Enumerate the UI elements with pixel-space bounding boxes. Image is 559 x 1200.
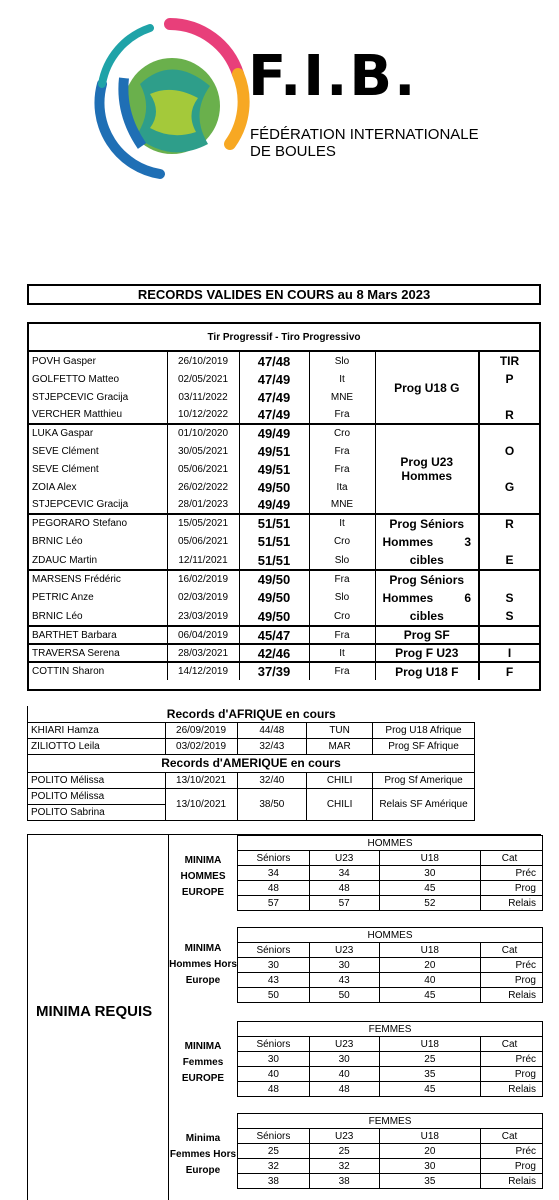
minima-value: Relais [481, 1174, 543, 1189]
category-line: Prog Séniors [389, 517, 465, 531]
record-score: 49/50 [239, 478, 309, 496]
minima-section [27, 834, 541, 1200]
minima-value: 57 [238, 896, 310, 911]
minima-value: 57 [309, 896, 379, 911]
side-letter [479, 626, 539, 644]
record-country: It [309, 644, 375, 662]
record-name: ZOIA Alex [32, 481, 77, 493]
category-line: Prog Séniors [389, 573, 465, 587]
minima-row [238, 1052, 543, 1067]
minima-value: 34 [238, 866, 310, 881]
record-score: 37/39 [239, 662, 309, 680]
record-category: Prog SF Afrique [373, 738, 475, 754]
record-date: 03/11/2022 [167, 388, 239, 406]
minima-label-line: Femmes Hors [169, 1149, 237, 1160]
minima-value: 48 [238, 881, 310, 896]
record-country: Fra [309, 406, 375, 424]
minima-col-header: Cat [481, 1129, 543, 1144]
record-name: POLITO Sabrina [28, 804, 166, 820]
minima-value: 45 [379, 881, 481, 896]
minima-value: 48 [309, 1082, 379, 1097]
record-row [29, 662, 539, 680]
category-line: Prog F U23 [395, 646, 459, 660]
afrique-title: Records d'AFRIQUE en cours [28, 706, 475, 722]
category-line: Prog U18 F [395, 664, 459, 679]
record-row [29, 424, 539, 442]
minima-value: 43 [309, 973, 379, 988]
record-name: LUKA Gaspar [29, 424, 167, 442]
minima-value: 40 [379, 973, 481, 988]
minima-blocks [168, 835, 542, 1200]
record-country: It [309, 370, 375, 388]
record-name: POLITO Mélissa [28, 772, 166, 788]
minima-label-line: Minima [185, 1133, 221, 1144]
fib-logo [90, 14, 490, 184]
minima-label-line: Europe [185, 975, 221, 986]
record-name: MARSENS Frédéric [29, 570, 167, 589]
record-date: 05/06/2021 [167, 533, 239, 552]
minima-label [169, 1131, 237, 1179]
minima-value: Relais [481, 1082, 543, 1097]
afrique-row [28, 738, 475, 754]
record-score: 51/51 [239, 514, 309, 533]
minima-label-line: Europe [185, 1165, 221, 1176]
minima-value: Relais [481, 896, 543, 911]
record-name: BRNIC Léo [32, 610, 83, 622]
minima-value: 43 [238, 973, 310, 988]
minima-label-line: MINIMA [184, 1041, 222, 1052]
minima-title: MINIMA REQUIS [36, 1003, 153, 1020]
minima-value: 20 [379, 1144, 481, 1159]
category-line: Prog U18 G [394, 380, 460, 395]
minima-header: HOMMES [238, 836, 543, 851]
record-score: 49/49 [239, 424, 309, 442]
amerique-row [28, 788, 475, 804]
minima-block [169, 835, 543, 915]
minima-value: 48 [238, 1082, 310, 1097]
record-score: 32/43 [237, 738, 307, 754]
side-letter: R [479, 514, 539, 533]
record-score: 45/47 [239, 626, 309, 644]
minima-col-header: U18 [379, 851, 481, 866]
record-score: 49/50 [239, 570, 309, 589]
record-score: 49/50 [239, 589, 309, 608]
minima-row [238, 1174, 543, 1189]
minima-value: 40 [238, 1067, 310, 1082]
minima-value: 48 [309, 881, 379, 896]
record-country: Slo [309, 589, 375, 608]
record-score: 47/49 [239, 388, 309, 406]
minima-header: FEMMES [238, 1114, 543, 1129]
record-date: 26/09/2019 [165, 722, 237, 738]
record-name: COTTIN Sharon [29, 662, 167, 680]
record-country: CHILI [307, 772, 373, 788]
record-score: 42/46 [239, 644, 309, 662]
side-letter: F [479, 662, 539, 680]
record-country: Fra [309, 460, 375, 478]
minima-col-header: U23 [309, 1037, 379, 1052]
record-date: 30/05/2021 [167, 442, 239, 460]
record-score: 47/48 [239, 352, 309, 370]
record-score: 47/49 [239, 370, 309, 388]
amerique-row [28, 772, 475, 788]
minima-col-header: Cat [481, 943, 543, 958]
record-row [29, 514, 539, 533]
minima-value: Prog [481, 1067, 543, 1082]
minima-value: 40 [309, 1067, 379, 1082]
minima-col-header: Séniors [238, 943, 310, 958]
minima-col-header: U18 [379, 1037, 481, 1052]
minima-row [238, 1067, 543, 1082]
record-country: Fra [309, 442, 375, 460]
minima-label-line: MINIMA [184, 855, 222, 866]
minima-value: 30 [238, 1052, 310, 1067]
record-category: Prog U18 Afrique [373, 722, 475, 738]
minima-col-header: Séniors [238, 1129, 310, 1144]
minima-value: 50 [238, 988, 310, 1003]
minima-value: Préc [481, 1052, 543, 1067]
category-line: cibles [409, 609, 444, 623]
minima-table [237, 1113, 543, 1189]
record-country: Ita [309, 478, 375, 496]
minima-table [237, 1021, 543, 1097]
minima-block [169, 927, 543, 1007]
continental-records [27, 706, 477, 821]
record-date: 23/03/2019 [167, 607, 239, 626]
minima-col-header: U18 [379, 1129, 481, 1144]
minima-value: 30 [238, 958, 310, 973]
minima-col-header: U23 [309, 943, 379, 958]
minima-label-line: Hommes Hors [169, 959, 237, 970]
record-date: 13/10/2021 [165, 788, 237, 820]
record-date: 06/04/2019 [167, 626, 239, 644]
record-country: Fra [309, 570, 375, 589]
tir-progressif-table [27, 322, 541, 691]
side-letter [479, 570, 539, 589]
record-country: MAR [307, 738, 373, 754]
category-line: 3 [464, 535, 471, 549]
records-table [29, 352, 539, 680]
minima-value: Préc [481, 866, 543, 881]
record-category [375, 662, 479, 680]
side-letter [479, 388, 539, 406]
minima-row [238, 1159, 543, 1174]
record-date: 13/10/2021 [165, 772, 237, 788]
side-letter: S [505, 590, 514, 605]
fib-letters: F.I.B. [248, 44, 418, 109]
record-category: Prog Sf Amerique [373, 772, 475, 788]
minima-value: 32 [309, 1159, 379, 1174]
record-category [375, 570, 479, 626]
record-name: POLITO Mélissa [28, 788, 166, 804]
minima-value: Préc [481, 1144, 543, 1159]
record-date: 15/05/2021 [167, 514, 239, 533]
category-line: Hommes [382, 535, 434, 549]
minima-block [169, 1021, 543, 1101]
category-line: Prog SF [403, 628, 450, 642]
record-name: TRAVERSA Serena [29, 644, 167, 662]
minima-value: 38 [238, 1174, 310, 1189]
record-date: 05/06/2021 [167, 460, 239, 478]
record-name: BARTHET Barbara [29, 626, 167, 644]
side-letter [479, 533, 539, 552]
side-letter: R [505, 407, 514, 422]
minima-col-header: U23 [309, 851, 379, 866]
record-score: 49/51 [239, 442, 309, 460]
minima-col-header: Séniors [238, 851, 310, 866]
minima-value: 30 [309, 958, 379, 973]
minima-value: Relais [481, 988, 543, 1003]
side-letter: TIR [499, 354, 520, 368]
record-country: Cro [309, 424, 375, 442]
minima-value: 25 [238, 1144, 310, 1159]
minima-value: 35 [379, 1174, 481, 1189]
record-name: SEVE Clément [32, 445, 99, 457]
minima-table [237, 927, 543, 1003]
record-name: STJEPCEVIC Gracija [32, 499, 129, 510]
main-title: RECORDS VALIDES EN COURS au 8 Mars 2023 [137, 287, 431, 302]
record-category [375, 424, 479, 514]
minima-label-line: Femmes [182, 1057, 224, 1068]
record-score: 49/50 [239, 607, 309, 626]
minima-row [238, 1082, 543, 1097]
main-title-box [27, 284, 541, 305]
record-score: 47/49 [239, 406, 309, 424]
record-country: It [309, 514, 375, 533]
minima-value: 34 [309, 866, 379, 881]
fib-subtitle-line2: DE BOULES [250, 143, 336, 160]
record-category [375, 626, 479, 644]
minima-label [169, 1039, 237, 1087]
record-name: VERCHER Matthieu [32, 409, 123, 420]
minima-header: FEMMES [238, 1022, 543, 1037]
minima-row [238, 958, 543, 973]
record-date: 14/12/2019 [167, 662, 239, 680]
side-letter: I [479, 644, 539, 662]
record-date: 26/10/2019 [167, 352, 239, 370]
minima-row [238, 866, 543, 881]
minima-value: 20 [379, 958, 481, 973]
record-country: MNE [309, 388, 375, 406]
record-date: 26/02/2022 [167, 478, 239, 496]
category-line: Hommes [401, 469, 453, 483]
minima-header: HOMMES [238, 928, 543, 943]
record-date: 12/11/2021 [167, 551, 239, 570]
minima-value: Préc [481, 958, 543, 973]
record-name: ZDAUC Martin [32, 554, 98, 566]
minima-col-header: Séniors [238, 1037, 310, 1052]
side-letter [479, 496, 539, 514]
record-name: PETRIC Anze [32, 592, 94, 604]
record-date: 02/05/2021 [167, 370, 239, 388]
minima-value: Prog [481, 881, 543, 896]
minima-label [169, 853, 237, 901]
record-row [29, 352, 539, 370]
record-country: Slo [309, 551, 375, 570]
minima-value: 30 [379, 866, 481, 881]
minima-table [237, 835, 543, 911]
minima-value: 25 [379, 1052, 481, 1067]
side-letter: O [504, 444, 515, 458]
minima-value: 38 [309, 1174, 379, 1189]
record-date: 03/02/2019 [165, 738, 237, 754]
minima-label-line: EUROPE [181, 1073, 225, 1084]
minima-row [238, 1144, 543, 1159]
record-name: PEGORARO Stefano [29, 514, 167, 533]
record-country: Cro [309, 533, 375, 552]
minima-value: Prog [481, 973, 543, 988]
record-date: 28/01/2023 [167, 496, 239, 514]
minima-value: 35 [379, 1067, 481, 1082]
record-row [29, 626, 539, 644]
minima-row [238, 896, 543, 911]
record-category [375, 352, 479, 424]
afrique-row [28, 722, 475, 738]
minima-value: Prog [481, 1159, 543, 1174]
record-row [29, 644, 539, 662]
record-category [375, 644, 479, 662]
record-country: CHILI [307, 788, 373, 820]
record-name: KHIARI Hamza [28, 722, 166, 738]
record-score: 51/51 [239, 551, 309, 570]
minima-label-line: EUROPE [181, 887, 225, 898]
minima-value: 45 [379, 1082, 481, 1097]
category-line: cibles [409, 553, 444, 567]
minima-row [238, 881, 543, 896]
minima-col-header: U18 [379, 943, 481, 958]
record-name: BRNIC Léo [32, 536, 83, 548]
record-score: 49/49 [239, 496, 309, 514]
side-letter: E [505, 553, 514, 568]
side-letter: P [505, 372, 514, 386]
record-country: Cro [309, 607, 375, 626]
minima-row [238, 973, 543, 988]
amerique-title: Records d'AMERIQUE en cours [28, 754, 475, 772]
record-date: 28/03/2021 [167, 644, 239, 662]
record-country: TUN [307, 722, 373, 738]
record-country: Fra [309, 662, 375, 680]
minima-col-header: U23 [309, 1129, 379, 1144]
record-score: 32/40 [237, 772, 307, 788]
record-score: 49/51 [239, 460, 309, 478]
minima-value: 52 [379, 896, 481, 911]
minima-block [169, 1113, 543, 1193]
record-name: ZILIOTTO Leila [28, 738, 166, 754]
tir-title: Tir Progressif - Tiro Progressivo [29, 324, 539, 352]
record-country: Fra [309, 626, 375, 644]
category-line: Prog U23 [400, 455, 454, 469]
category-line: 6 [464, 591, 471, 605]
minima-value: 50 [309, 988, 379, 1003]
record-score: 38/50 [237, 788, 307, 820]
minima-value: 25 [309, 1144, 379, 1159]
boules-emblem-icon [90, 14, 250, 184]
record-category [375, 514, 479, 570]
minima-row [238, 988, 543, 1003]
fib-subtitle-line1: FÉDÉRATION INTERNATIONALE [250, 126, 479, 143]
record-name: GOLFETTO Matteo [32, 373, 120, 385]
minima-value: 30 [309, 1052, 379, 1067]
record-country: Slo [309, 352, 375, 370]
side-letter [479, 460, 539, 478]
minima-label [169, 941, 237, 989]
record-name: STJEPCEVIC Gracija [32, 391, 129, 403]
record-country: MNE [309, 496, 375, 514]
record-date: 16/02/2019 [167, 570, 239, 589]
minima-label-line: MINIMA [184, 943, 222, 954]
minima-value: 32 [238, 1159, 310, 1174]
minima-value: 30 [379, 1159, 481, 1174]
record-score: 44/48 [237, 722, 307, 738]
record-score: 51/51 [239, 533, 309, 552]
category-line: Hommes [382, 591, 434, 605]
minima-col-header: Cat [481, 1037, 543, 1052]
minima-col-header: Cat [481, 851, 543, 866]
record-name: SEVE Clément [32, 463, 99, 475]
minima-label-line: HOMMES [180, 871, 226, 882]
minima-value: 45 [379, 988, 481, 1003]
afrique-table [27, 706, 475, 821]
record-date: 02/03/2019 [167, 589, 239, 608]
record-date: 01/10/2020 [167, 424, 239, 442]
record-date: 10/12/2022 [167, 406, 239, 424]
side-letter: G [504, 480, 515, 494]
record-category: Relais SF Amérique [373, 788, 475, 820]
record-row [29, 570, 539, 589]
side-letter [479, 424, 539, 442]
record-name: POVH Gasper [32, 355, 96, 367]
side-letter: S [505, 609, 514, 624]
